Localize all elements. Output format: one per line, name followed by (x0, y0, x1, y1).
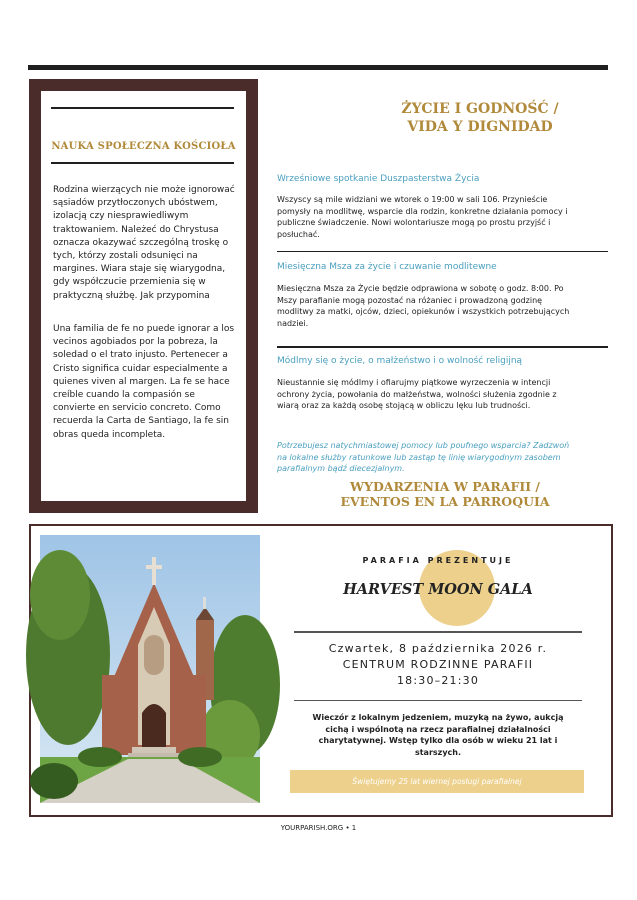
gala-divider-top (294, 631, 582, 633)
gala-venue: CENTRUM RODZINNE PARAFII (342, 658, 534, 671)
sidebar-frame (29, 79, 258, 513)
gala-banner: Świętujemy 25 lat wiernej posługi parafialnej (290, 770, 584, 793)
article-heading-1: Wrześniowe spotkanie Duszpasterstwa Życia (277, 174, 480, 184)
article-divider-1 (277, 251, 608, 252)
sidebar-top-rule (51, 107, 234, 109)
gala-date: Czwartek, 8 października 2026 r. (328, 642, 548, 655)
gala-title: HARVEST MOON GALA (343, 581, 533, 598)
events-title (330, 479, 560, 509)
page-footer: YOURPARISH.ORG • 1 (280, 824, 357, 832)
church-photo (40, 535, 260, 803)
gala-presenter: PARAFIA PREZENTUJE (362, 556, 514, 565)
gala-time: 18:30–21:30 (396, 674, 480, 687)
article-heading-3: Módlmy się o życie, o małżeństwo i o wolność religijną (277, 356, 523, 366)
section-title-line1: ŻYCIE I GODNOŚĆ / (401, 101, 559, 117)
sidebar-paragraph-polish: Rodzina wierzących nie może ignorować sąsiadów przytłoczonych ubóstwem, izolacją czy niesprawiedliwym traktowaniem. Należeć do Chrystusa oznacza okazywać szczególną troskę o tych, którzy zostali odsunięci na margines. Wiara staje się wiarygodna, gdy współczucie przemienia się w praktyczną służbę. Jak przypomina (53, 185, 235, 301)
gala-divider-bottom (294, 700, 582, 701)
events-title-line1: WYDARZENIA W PARAFII / (349, 479, 540, 494)
sidebar-panel (41, 91, 246, 501)
section-title (360, 100, 600, 136)
sidebar-paragraph-spanish: Una familia de fe no puede ignorar a los vecinos agobiados por la pobreza, la soledad o el trato injusto. Pertenecer a Cristo significa cuidar especialmente a quienes viven al margen. La fe se hace creíble cuando la compasión se convierte en servicio concreto. Como recuerda la Carta de Santiago, la fe sin obras queda incompleta. (53, 324, 235, 440)
article-body-1: Wszyscy są mile widziani we wtorek o 19:00 w sali 106. Przynieście pomysły na modlitwę, wsparcie dla rodzin, konkretne działania pomocy i publiczne świadczenie. Nowi wolontariusze mogą po prostu przyjść i posłuchać. (277, 195, 568, 239)
sidebar-title: NAUKA SPOŁECZNA KOŚCIOŁA (51, 141, 236, 152)
sidebar-bottom-rule (51, 162, 234, 164)
top-rule (28, 65, 608, 70)
article-divider-2 (277, 346, 608, 348)
gala-description: Wieczór z lokalnym jedzeniem, muzyką na żywo, aukcją cichą i wspólnotą na rzecz parafialnej działalności charytatywnej. Wstęp tylko dla osób w wieku 21 lat i starszych. (312, 713, 564, 757)
events-title-line2: EVENTOS EN LA PARROQUIA (340, 494, 550, 509)
church-illustration (40, 535, 260, 803)
article-body-2: Miesięczna Msza za Życie będzie odprawiona w sobotę o godz. 8:00. Po Mszy parafianie mogą pozostać na różaniec i prowadzoną godzinę modlitwy za matki, ojców, dzieci, opiekunów i wszystkich potrzebujących nadziei. (277, 284, 570, 328)
section-title-line2: VIDA Y DIGNIDAD (407, 119, 553, 135)
help-notice: Potrzebujesz natychmiastowej pomocy lub poufnego wsparcia? Zadzwoń na lokalne służby ratunkowe lub zastąp tę linię wiarygodnym zasobem parafialnym bądź diecezjalnym. (277, 441, 570, 473)
gala-event-box (29, 524, 613, 817)
article-heading-2: Miesięczna Msza za życie i czuwanie modlitewne (277, 262, 497, 272)
article-body-3: Nieustannie się módlmy i ofiarujmy piątkowe wyrzeczenia w intencji ochrony życia, powołania do małżeństwa, wolności służenia zgodnie z wiarą oraz za każdą osobę stojącą w obliczu lęku lub trudności. (277, 378, 557, 410)
